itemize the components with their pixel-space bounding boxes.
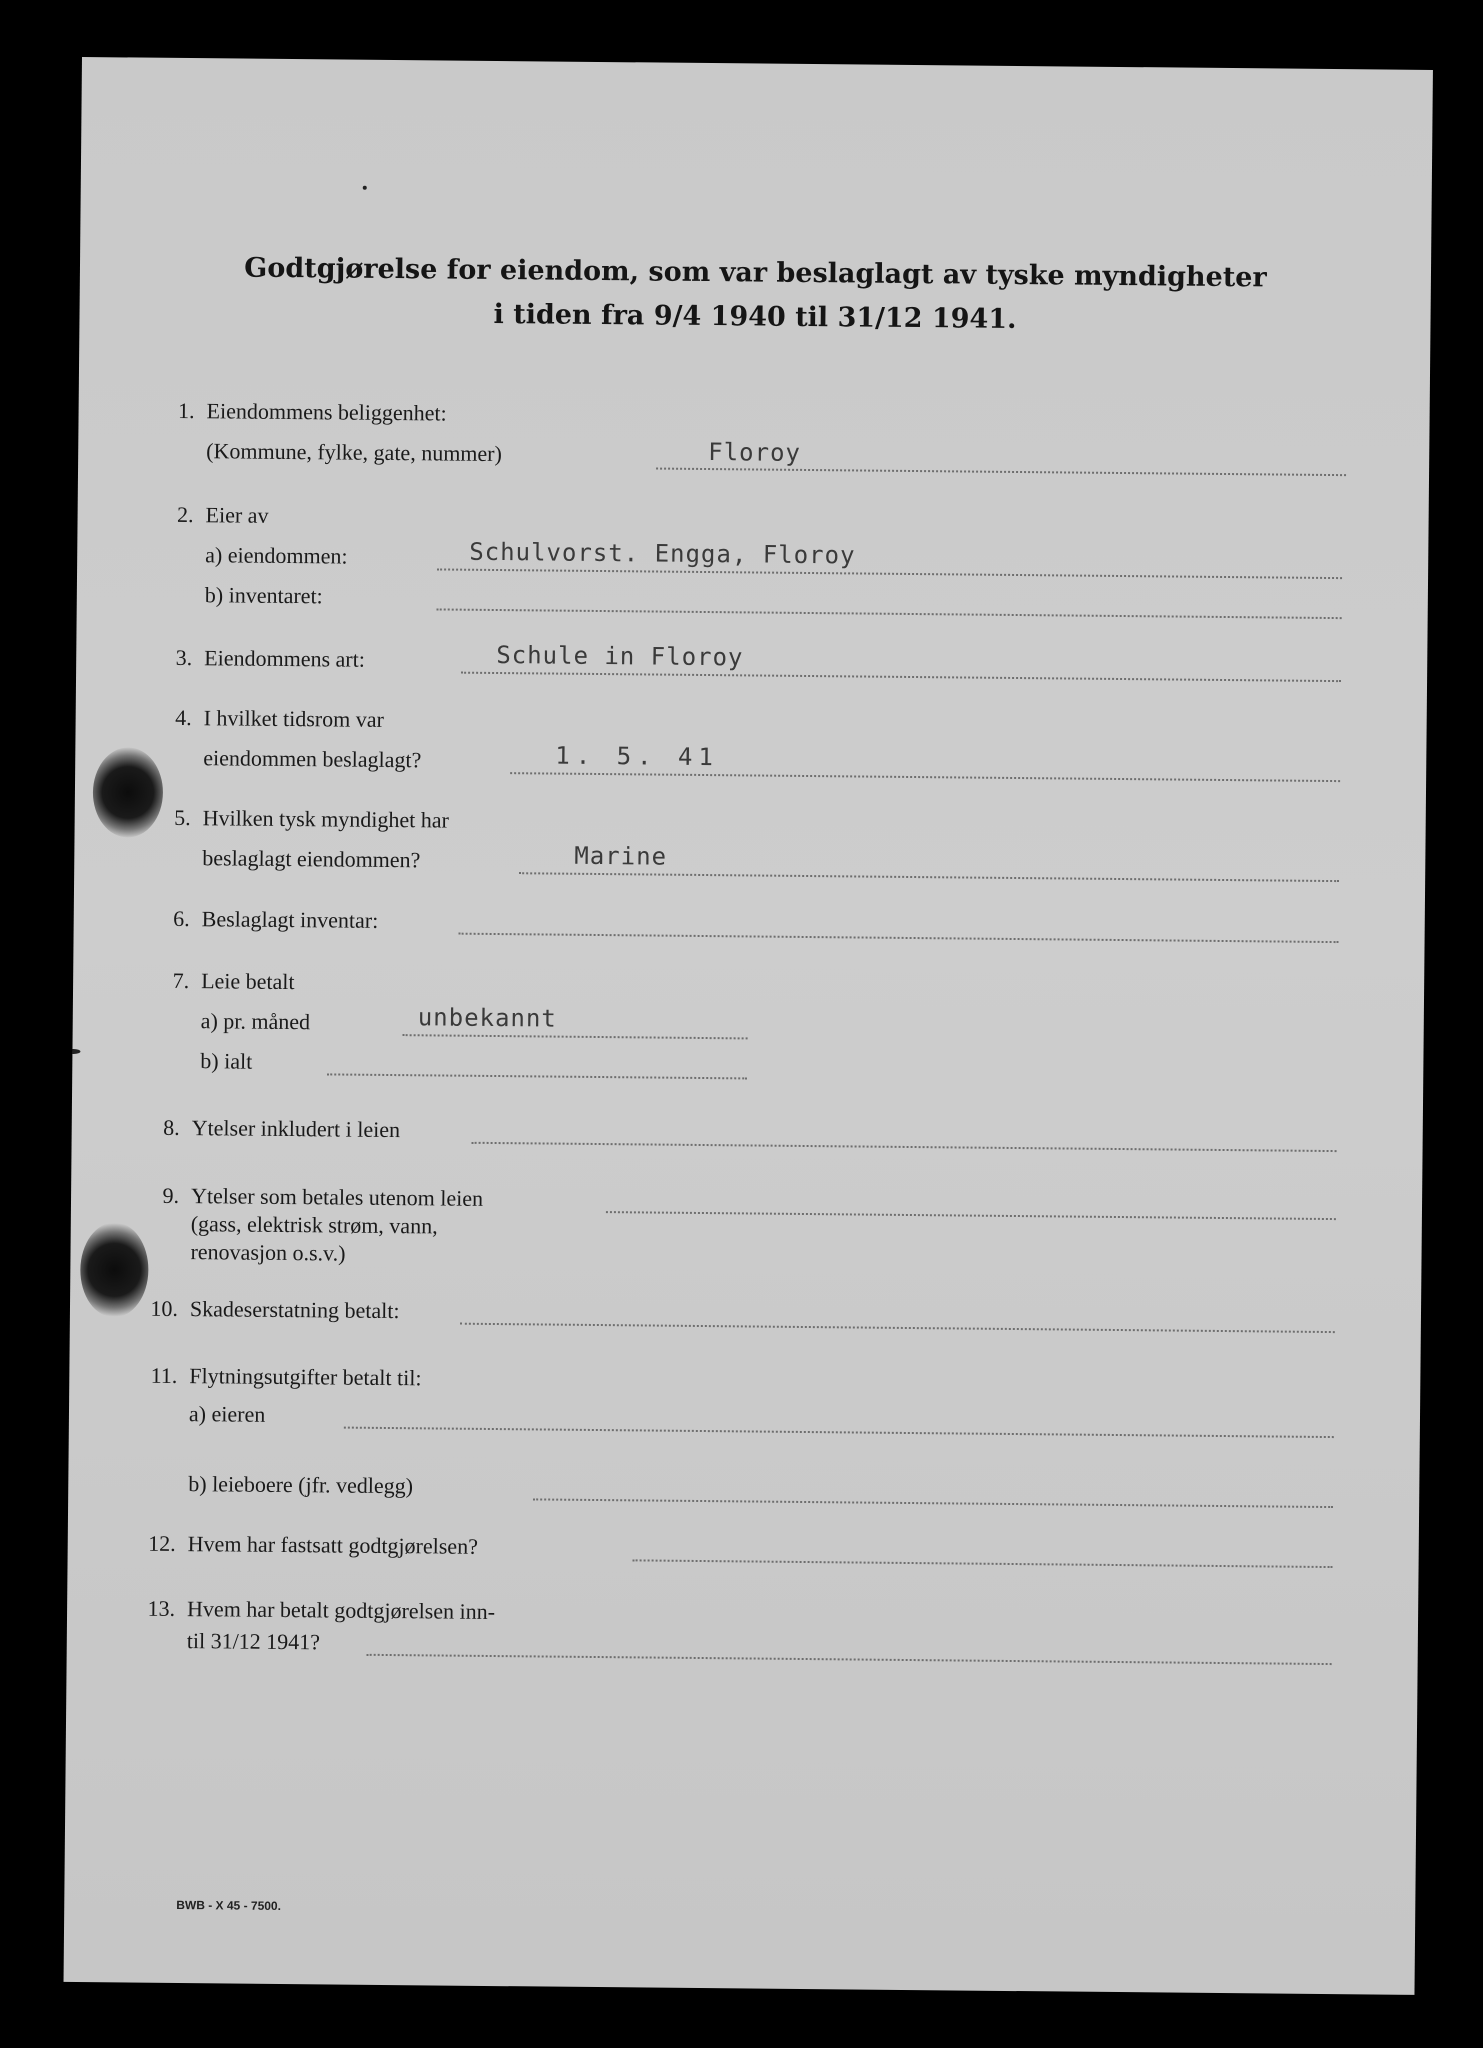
answer-line-13: [367, 1654, 1332, 1665]
question-4-sublabel: eiendommen beslaglagt?: [203, 745, 422, 773]
question-5-label: 5. Hvilken tysk myndighet har: [174, 804, 450, 833]
answer-line-2b: [437, 608, 1342, 619]
answer-line-2a: [437, 568, 1342, 579]
answer-line-12: [633, 1559, 1333, 1568]
question-2b-label: b) inventaret:: [204, 582, 323, 609]
form-sheet: [64, 57, 1433, 1995]
answer-line-5: [519, 872, 1339, 882]
question-7b-label: b) ialt: [200, 1048, 253, 1074]
answer-5: Marine: [574, 841, 668, 871]
punch-hole-top: [93, 747, 164, 838]
answer-line-10: [460, 1323, 1335, 1333]
answer-1: Floroy: [708, 438, 802, 467]
answer-line-4: [510, 772, 1340, 782]
answer-4: 1. 5. 41: [555, 741, 720, 772]
title-line-1: Godtgjørelse for eiendom, som var beslaglagt av tyske myndigheter: [244, 252, 1267, 294]
question-11b-label: b) leieboere (jfr. vedlegg): [188, 1471, 414, 1499]
question-2a-label: a) eiendommen:: [205, 542, 348, 569]
answer-2a: Schulvorst. Engga, Floroy: [469, 537, 856, 570]
answer-line-9: [606, 1211, 1336, 1220]
question-13-label: 13. Hvem har betalt godtgjørelsen inn-: [147, 1595, 496, 1625]
answer-line-7a: [403, 1034, 748, 1039]
question-13-sublabel: til 31/12 1941?: [186, 1628, 321, 1655]
question-3-label: 3. Eiendommens art:: [175, 644, 366, 672]
title-line-2: i tiden fra 9/4 1940 til 31/12 1941.: [493, 298, 1017, 335]
question-4-label: 4. I hvilket tidsrom var: [175, 704, 385, 732]
question-10-label: 10. Skadeserstatning betalt:: [150, 1295, 400, 1324]
question-6-label: 6. Beslaglagt inventar:: [173, 905, 379, 933]
edge-mark: [66, 1049, 80, 1054]
print-code: BWB - X 45 - 7500.: [176, 1897, 282, 1913]
answer-7a: unbekannt: [417, 1003, 557, 1033]
question-8-label: 8. Ytelser inkludert i leien: [163, 1114, 401, 1143]
question-12-label: 12. Hvem har fastsatt godtgjørelsen?: [148, 1530, 479, 1559]
answer-line-1: [656, 468, 1346, 477]
answer-line-7b: [327, 1073, 747, 1079]
answer-line-11a: [344, 1427, 1334, 1439]
question-1-sublabel: (Kommune, fylke, gate, nummer): [206, 438, 503, 467]
question-7-label: 7. Leie betalt: [172, 967, 295, 995]
question-9-label: 9. Ytelser som betales utenom leien: [162, 1182, 484, 1211]
question-11a-label: a) eieren: [188, 1401, 266, 1427]
answer-line-6: [459, 933, 1339, 943]
form-title: [79, 245, 1431, 346]
question-1-label: 1. Eiendommens beliggenhet:: [177, 397, 447, 426]
question-11-label: 11. Flytningsutgifter betalt til:: [150, 1362, 422, 1391]
question-2-label: 2. Eier av: [176, 501, 269, 528]
question-5-sublabel: beslaglagt eiendommen?: [202, 845, 421, 873]
question-7a-label: a) pr. måned: [200, 1008, 311, 1035]
answer-line-8: [472, 1142, 1337, 1152]
question-9-sublabel-2: renovasjon o.s.v.): [190, 1239, 346, 1266]
answer-3: Schule in Floroy: [496, 641, 744, 672]
answer-line-11b: [533, 1498, 1333, 1508]
question-9-sublabel-1: (gass, elektrisk strøm, vann,: [190, 1211, 438, 1239]
speck: [363, 186, 367, 190]
answer-line-3: [461, 672, 1341, 682]
